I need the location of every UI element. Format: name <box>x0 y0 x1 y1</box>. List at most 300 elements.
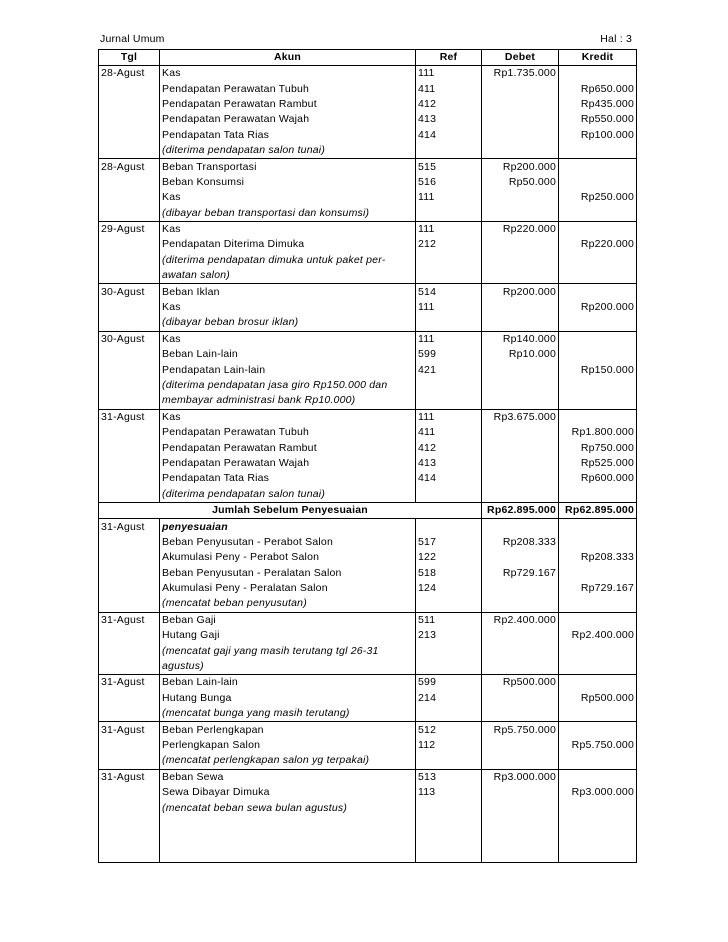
cell-ref: 213 <box>416 628 482 643</box>
cell-ref <box>416 706 482 722</box>
cell-credit: Rp600.000 <box>559 471 637 486</box>
journal-row <box>99 596 637 612</box>
cell-credit <box>559 175 637 190</box>
cell-credit <box>559 659 637 675</box>
cell-account: (mencatat bunga yang masih terutang) <box>160 706 416 722</box>
cell-date <box>99 206 160 222</box>
cell-credit <box>559 487 637 503</box>
cell-debit <box>482 425 559 440</box>
cell-date <box>99 487 160 503</box>
cell-date: 30-Agust <box>99 284 160 300</box>
cell-account: Pendapatan Lain-lain <box>160 362 416 377</box>
cell-account: Beban Konsumsi <box>160 175 416 190</box>
cell-credit <box>559 378 637 393</box>
cell-ref: 122 <box>416 550 482 565</box>
cell-debit: Rp200.000 <box>482 284 559 300</box>
cell-debit <box>482 112 559 127</box>
cell-date <box>99 440 160 455</box>
cell-credit <box>559 409 637 425</box>
cell-account: Kas <box>160 409 416 425</box>
cell-ref: 111 <box>416 300 482 315</box>
empty-cell <box>559 816 637 863</box>
journal-table <box>98 49 637 863</box>
journal-title: Jurnal Umum <box>100 33 165 45</box>
cell-credit <box>559 519 637 535</box>
cell-date: 31-Agust <box>99 519 160 535</box>
cell-account: membayar administrasi bank Rp10.000) <box>160 393 416 409</box>
cell-ref: 124 <box>416 581 482 596</box>
cell-date <box>99 456 160 471</box>
cell-account: Pendapatan Perawatan Rambut <box>160 440 416 455</box>
cell-account: (mencatat beban penyusutan) <box>160 596 416 612</box>
cell-debit <box>482 785 559 800</box>
cell-debit <box>482 253 559 268</box>
cell-credit <box>559 253 637 268</box>
cell-debit <box>482 143 559 159</box>
cell-debit <box>482 393 559 409</box>
cell-credit <box>559 347 637 362</box>
cell-debit <box>482 643 559 658</box>
cell-account: Beban Penyusutan - Peralatan Salon <box>160 566 416 581</box>
cell-credit: Rp525.000 <box>559 456 637 471</box>
cell-date <box>99 315 160 331</box>
journal-row <box>99 331 637 347</box>
cell-credit <box>559 753 637 769</box>
cell-date <box>99 253 160 268</box>
cell-account: Pendapatan Perawatan Wajah <box>160 112 416 127</box>
cell-date <box>99 659 160 675</box>
cell-credit <box>559 596 637 612</box>
cell-ref <box>416 487 482 503</box>
cell-account: (dibayar beban brosur iklan) <box>160 315 416 331</box>
cell-credit <box>559 722 637 738</box>
cell-ref <box>416 206 482 222</box>
cell-date <box>99 471 160 486</box>
cell-date <box>99 268 160 284</box>
cell-account: Akumulasi Peny - Perabot Salon <box>160 550 416 565</box>
cell-account: Pendapatan Tata Rias <box>160 128 416 143</box>
cell-date: 28-Agust <box>99 159 160 175</box>
cell-date <box>99 362 160 377</box>
cell-credit: Rp3.000.000 <box>559 785 637 800</box>
journal-row <box>99 315 637 331</box>
journal-row <box>99 535 637 550</box>
cell-debit: Rp10.000 <box>482 347 559 362</box>
total-debet: Rp62.895.000 <box>482 502 559 518</box>
cell-credit: Rp500.000 <box>559 691 637 706</box>
empty-cell <box>416 816 482 863</box>
cell-ref: 511 <box>416 612 482 628</box>
cell-credit <box>559 284 637 300</box>
journal-row <box>99 159 637 175</box>
cell-date <box>99 628 160 643</box>
cell-ref: 111 <box>416 190 482 205</box>
cell-account: Hutang Bunga <box>160 691 416 706</box>
cell-ref <box>416 800 482 815</box>
column-header-kredit: Kredit <box>559 50 637 66</box>
cell-ref: 599 <box>416 675 482 691</box>
cell-account: awatan salon) <box>160 268 416 284</box>
cell-date <box>99 753 160 769</box>
cell-debit <box>482 315 559 331</box>
cell-date <box>99 143 160 159</box>
cell-ref <box>416 268 482 284</box>
column-header-akun: Akun <box>160 50 416 66</box>
journal-row <box>99 738 637 753</box>
cell-account: Beban Penyusutan - Perabot Salon <box>160 535 416 550</box>
journal-row <box>99 97 637 112</box>
journal-row <box>99 487 637 503</box>
empty-cell <box>160 816 416 863</box>
cell-date <box>99 175 160 190</box>
cell-date <box>99 581 160 596</box>
column-header-ref: Ref <box>416 50 482 66</box>
cell-credit <box>559 566 637 581</box>
cell-ref: 112 <box>416 738 482 753</box>
cell-debit: Rp140.000 <box>482 331 559 347</box>
cell-debit <box>482 487 559 503</box>
cell-ref: 413 <box>416 456 482 471</box>
cell-account: (mencatat perlengkapan salon yg terpakai) <box>160 753 416 769</box>
journal-row <box>99 66 637 82</box>
cell-credit <box>559 393 637 409</box>
journal-row <box>99 190 637 205</box>
cell-ref: 412 <box>416 440 482 455</box>
cell-credit: Rp5.750.000 <box>559 738 637 753</box>
cell-ref <box>416 643 482 658</box>
cell-date <box>99 535 160 550</box>
cell-account: Pendapatan Perawatan Tubuh <box>160 81 416 96</box>
cell-debit: Rp50.000 <box>482 175 559 190</box>
cell-ref <box>416 393 482 409</box>
cell-credit <box>559 706 637 722</box>
cell-ref: 421 <box>416 362 482 377</box>
table-header-row <box>99 50 637 66</box>
journal-row <box>99 440 637 455</box>
cell-account: (dibayar beban transportasi dan konsumsi) <box>160 206 416 222</box>
cell-debit <box>482 706 559 722</box>
journal-row <box>99 206 637 222</box>
cell-ref: 412 <box>416 97 482 112</box>
cell-account: Beban Gaji <box>160 612 416 628</box>
cell-ref <box>416 659 482 675</box>
cell-account: Sewa Dibayar Dimuka <box>160 785 416 800</box>
cell-debit: Rp3.675.000 <box>482 409 559 425</box>
cell-ref <box>416 378 482 393</box>
cell-credit: Rp435.000 <box>559 97 637 112</box>
cell-credit: Rp650.000 <box>559 81 637 96</box>
journal-row <box>99 691 637 706</box>
cell-date: 31-Agust <box>99 612 160 628</box>
journal-row <box>99 785 637 800</box>
cell-date <box>99 112 160 127</box>
cell-date: 31-Agust <box>99 769 160 785</box>
journal-row <box>99 628 637 643</box>
journal-row <box>99 128 637 143</box>
cell-date <box>99 785 160 800</box>
cell-debit: Rp3.000.000 <box>482 769 559 785</box>
cell-ref <box>416 253 482 268</box>
cell-debit <box>482 581 559 596</box>
empty-cell <box>99 816 160 863</box>
journal-row <box>99 362 637 377</box>
journal-row <box>99 253 637 268</box>
cell-ref: 512 <box>416 722 482 738</box>
cell-credit <box>559 800 637 815</box>
journal-row <box>99 300 637 315</box>
cell-credit <box>559 769 637 785</box>
cell-credit <box>559 159 637 175</box>
cell-credit <box>559 221 637 237</box>
cell-ref: 111 <box>416 221 482 237</box>
journal-row <box>99 659 637 675</box>
cell-debit: Rp200.000 <box>482 159 559 175</box>
cell-ref: 516 <box>416 175 482 190</box>
cell-account: Hutang Gaji <box>160 628 416 643</box>
cell-account: Kas <box>160 190 416 205</box>
cell-debit <box>482 190 559 205</box>
cell-credit <box>559 206 637 222</box>
journal-row <box>99 143 637 159</box>
cell-credit <box>559 315 637 331</box>
cell-date <box>99 596 160 612</box>
cell-credit: Rp729.167 <box>559 581 637 596</box>
cell-debit <box>482 268 559 284</box>
cell-debit <box>482 519 559 535</box>
cell-ref: 599 <box>416 347 482 362</box>
journal-row <box>99 769 637 785</box>
cell-date: 29-Agust <box>99 221 160 237</box>
cell-debit <box>482 550 559 565</box>
cell-account: (diterima pendapatan jasa giro Rp150.000 dan <box>160 378 416 393</box>
cell-account: (mencatat gaji yang masih terutang tgl 26-31 <box>160 643 416 658</box>
cell-account: (diterima pendapatan dimuka untuk paket per- <box>160 253 416 268</box>
cell-date <box>99 566 160 581</box>
total-kredit: Rp62.895.000 <box>559 502 637 518</box>
cell-date <box>99 378 160 393</box>
cell-credit: Rp220.000 <box>559 237 637 252</box>
cell-debit <box>482 628 559 643</box>
cell-ref: 414 <box>416 128 482 143</box>
cell-credit: Rp100.000 <box>559 128 637 143</box>
cell-credit: Rp200.000 <box>559 300 637 315</box>
cell-ref: 414 <box>416 471 482 486</box>
cell-debit <box>482 97 559 112</box>
cell-debit <box>482 738 559 753</box>
cell-ref <box>416 596 482 612</box>
cell-date: 31-Agust <box>99 675 160 691</box>
journal-row <box>99 550 637 565</box>
journal-row <box>99 425 637 440</box>
cell-account: (diterima pendapatan salon tunai) <box>160 143 416 159</box>
cell-date <box>99 81 160 96</box>
cell-ref <box>416 519 482 535</box>
journal-row <box>99 706 637 722</box>
journal-row <box>99 393 637 409</box>
cell-credit: Rp1.800.000 <box>559 425 637 440</box>
cell-credit <box>559 331 637 347</box>
cell-debit <box>482 596 559 612</box>
cell-account: Beban Lain-lain <box>160 347 416 362</box>
journal-row <box>99 456 637 471</box>
cell-account: Pendapatan Tata Rias <box>160 471 416 486</box>
cell-account: Pendapatan Diterima Dimuka <box>160 237 416 252</box>
cell-date: 30-Agust <box>99 331 160 347</box>
cell-ref: 111 <box>416 66 482 82</box>
journal-row <box>99 722 637 738</box>
cell-debit: Rp220.000 <box>482 221 559 237</box>
journal-row <box>99 643 637 658</box>
empty-filler-row <box>99 816 637 863</box>
cell-account: Kas <box>160 221 416 237</box>
page-number: Hal : 3 <box>600 33 632 45</box>
cell-account: Akumulasi Peny - Peralatan Salon <box>160 581 416 596</box>
cell-date <box>99 691 160 706</box>
cell-ref <box>416 753 482 769</box>
cell-account: Pendapatan Perawatan Rambut <box>160 97 416 112</box>
cell-credit: Rp2.400.000 <box>559 628 637 643</box>
journal-row <box>99 675 637 691</box>
cell-ref <box>416 315 482 331</box>
journal-row <box>99 284 637 300</box>
cell-account: Pendapatan Perawatan Wajah <box>160 456 416 471</box>
cell-debit <box>482 300 559 315</box>
cell-date <box>99 393 160 409</box>
cell-debit: Rp5.750.000 <box>482 722 559 738</box>
cell-ref <box>416 143 482 159</box>
cell-credit <box>559 268 637 284</box>
cell-date <box>99 738 160 753</box>
journal-row <box>99 800 637 815</box>
cell-date <box>99 347 160 362</box>
cell-account: Kas <box>160 66 416 82</box>
cell-credit <box>559 675 637 691</box>
journal-body <box>99 66 637 863</box>
cell-ref: 212 <box>416 237 482 252</box>
cell-debit: Rp2.400.000 <box>482 612 559 628</box>
cell-account: (mencatat beban sewa bulan agustus) <box>160 800 416 815</box>
journal-row <box>99 268 637 284</box>
cell-date <box>99 300 160 315</box>
journal-row <box>99 612 637 628</box>
total-label: Jumlah Sebelum Penyesuaian <box>99 502 482 518</box>
cell-credit <box>559 643 637 658</box>
cell-account: Beban Perlengkapan <box>160 722 416 738</box>
cell-ref: 411 <box>416 425 482 440</box>
journal-row <box>99 753 637 769</box>
cell-account: (diterima pendapatan salon tunai) <box>160 487 416 503</box>
journal-row <box>99 347 637 362</box>
cell-credit: Rp250.000 <box>559 190 637 205</box>
cell-debit <box>482 237 559 252</box>
cell-date <box>99 97 160 112</box>
cell-account: Kas <box>160 331 416 347</box>
cell-ref: 111 <box>416 331 482 347</box>
cell-debit <box>482 378 559 393</box>
cell-ref: 111 <box>416 409 482 425</box>
cell-ref: 214 <box>416 691 482 706</box>
cell-debit <box>482 800 559 815</box>
journal-row <box>99 81 637 96</box>
cell-debit <box>482 691 559 706</box>
cell-date <box>99 643 160 658</box>
cell-ref: 515 <box>416 159 482 175</box>
cell-debit <box>482 471 559 486</box>
cell-account: Beban Transportasi <box>160 159 416 175</box>
journal-row <box>99 519 637 535</box>
cell-account: Beban Sewa <box>160 769 416 785</box>
journal-row <box>99 237 637 252</box>
cell-debit: Rp500.000 <box>482 675 559 691</box>
cell-credit <box>559 66 637 82</box>
cell-ref: 113 <box>416 785 482 800</box>
cell-ref: 413 <box>416 112 482 127</box>
cell-credit <box>559 612 637 628</box>
journal-row <box>99 581 637 596</box>
cell-account: Pendapatan Perawatan Tubuh <box>160 425 416 440</box>
cell-debit <box>482 659 559 675</box>
cell-account: penyesuaian <box>160 519 416 535</box>
cell-account: Beban Iklan <box>160 284 416 300</box>
total-row <box>99 502 637 518</box>
cell-date <box>99 190 160 205</box>
cell-date <box>99 425 160 440</box>
cell-date: 28-Agust <box>99 66 160 82</box>
cell-account: Kas <box>160 300 416 315</box>
cell-credit: Rp150.000 <box>559 362 637 377</box>
cell-debit <box>482 128 559 143</box>
column-header-tgl: Tgl <box>99 50 160 66</box>
cell-credit: Rp208.333 <box>559 550 637 565</box>
cell-debit: Rp729.167 <box>482 566 559 581</box>
journal-row <box>99 378 637 393</box>
cell-debit <box>482 206 559 222</box>
cell-account: Perlengkapan Salon <box>160 738 416 753</box>
cell-date <box>99 237 160 252</box>
cell-debit: Rp1.735.000 <box>482 66 559 82</box>
journal-row <box>99 409 637 425</box>
cell-date <box>99 550 160 565</box>
cell-date <box>99 128 160 143</box>
cell-debit <box>482 456 559 471</box>
cell-ref: 518 <box>416 566 482 581</box>
cell-ref: 514 <box>416 284 482 300</box>
cell-date <box>99 800 160 815</box>
cell-credit <box>559 143 637 159</box>
cell-credit <box>559 535 637 550</box>
cell-ref: 411 <box>416 81 482 96</box>
journal-row <box>99 112 637 127</box>
cell-debit <box>482 81 559 96</box>
cell-date <box>99 706 160 722</box>
cell-account: Beban Lain-lain <box>160 675 416 691</box>
cell-account: agustus) <box>160 659 416 675</box>
empty-cell <box>482 816 559 863</box>
cell-ref: 517 <box>416 535 482 550</box>
journal-row <box>99 566 637 581</box>
journal-row <box>99 471 637 486</box>
cell-debit <box>482 753 559 769</box>
cell-ref: 513 <box>416 769 482 785</box>
cell-date: 31-Agust <box>99 409 160 425</box>
cell-credit: Rp550.000 <box>559 112 637 127</box>
cell-date: 31-Agust <box>99 722 160 738</box>
cell-debit <box>482 362 559 377</box>
column-header-debet: Debet <box>482 50 559 66</box>
journal-row <box>99 175 637 190</box>
cell-debit: Rp208.333 <box>482 535 559 550</box>
cell-credit: Rp750.000 <box>559 440 637 455</box>
